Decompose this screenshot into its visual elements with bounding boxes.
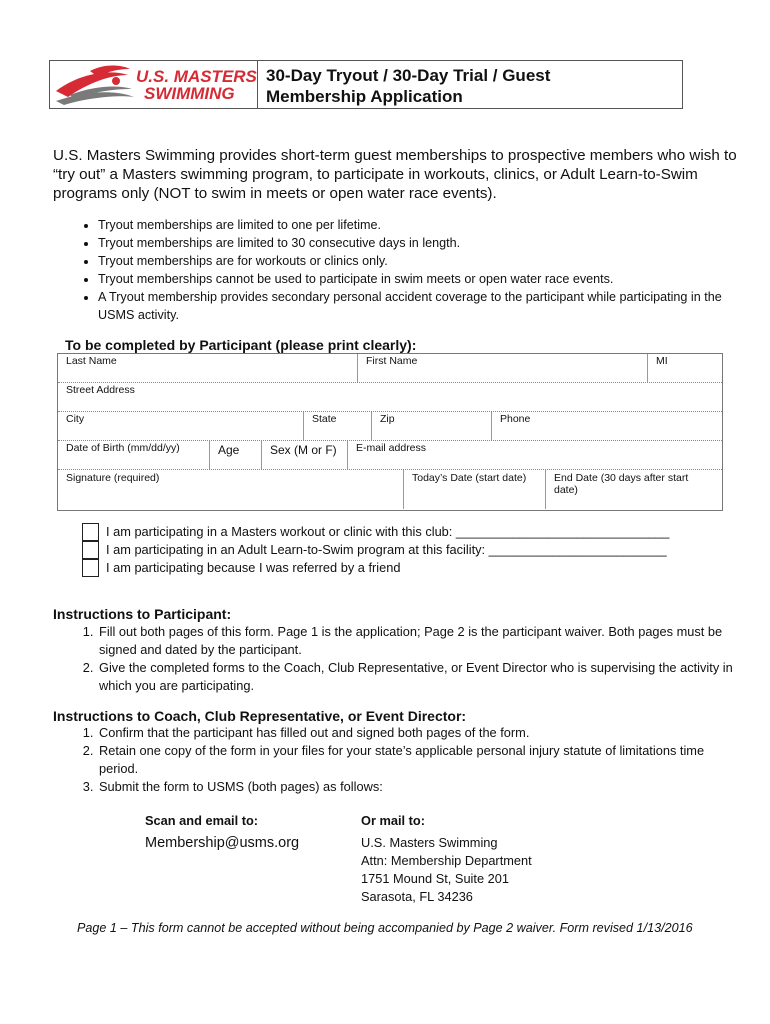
bullet-item: • Tryout memberships are limited to one per lifetime. <box>98 216 758 234</box>
instruction-item: 2. Give the completed forms to the Coach, Club Representative, or Event Director who is supervising the activity in which you are participating. <box>97 659 737 695</box>
address-line: 1751 Mound St, Suite 201 <box>361 871 509 886</box>
checkbox-row-club <box>82 523 682 541</box>
street-address-field[interactable]: Street Address <box>66 384 135 396</box>
checkbox-club[interactable] <box>82 523 99 541</box>
address-line: U.S. Masters Swimming <box>361 835 498 850</box>
address-line: Sarasota, FL 34236 <box>361 889 473 904</box>
title-line-2: Membership Application <box>266 87 463 106</box>
usms-logo <box>50 61 258 108</box>
form-row-city <box>58 412 722 441</box>
instruction-item: 1. Fill out both pages of this form. Page 1 is the application; Page 2 is the participant waiver. Both pages must be signed and dated by the participant. <box>97 623 737 659</box>
checkbox-row-friend <box>82 559 682 577</box>
participant-instructions-list <box>53 623 737 695</box>
first-name-field[interactable]: First Name <box>358 354 648 382</box>
state-field[interactable]: State <box>304 412 372 440</box>
form-row-signature <box>58 470 722 509</box>
mail-label: Or mail to: <box>361 813 425 828</box>
checkbox-facility[interactable] <box>82 541 99 559</box>
sex-field[interactable]: Sex (M or F) <box>262 441 348 469</box>
email-field[interactable]: E-mail address <box>356 442 427 454</box>
checkbox-label-facility: I am participating in an Adult Learn-to-Swim program at this facility: _________________________ <box>106 542 667 557</box>
form-row-street <box>58 383 722 412</box>
checkbox-label-friend: I am participating because I was referred by a friend <box>106 560 401 575</box>
last-name-field[interactable]: Last Name <box>58 354 358 382</box>
instruction-item: 2. Retain one copy of the form in your files for your state’s applicable personal injury statute of limitations time period. <box>97 742 737 778</box>
checkbox-friend[interactable] <box>82 559 99 577</box>
logo-text-2: SWIMMING <box>144 84 235 103</box>
signature-field[interactable]: Signature (required) <box>58 470 404 509</box>
instruction-item: 1. Confirm that the participant has filled out and signed both pages of the form. <box>97 724 737 742</box>
address-line: Attn: Membership Department <box>361 853 532 868</box>
today-date-field[interactable]: Today’s Date (start date) <box>404 470 546 509</box>
mi-field[interactable]: MI <box>656 355 668 367</box>
end-date-field[interactable]: End Date (30 days after start date) <box>554 472 689 496</box>
phone-field[interactable]: Phone <box>500 413 531 425</box>
bullet-item: • Tryout memberships cannot be used to participate in swim meets or open water race events. <box>98 270 758 288</box>
bullet-item: • Tryout memberships are for workouts or clinics only. <box>98 252 758 270</box>
scan-label: Scan and email to: <box>145 813 259 828</box>
bullet-list <box>70 216 758 324</box>
intro-paragraph: U.S. Masters Swimming provides short-term guest memberships to prospective members who wish to “try out” a Masters swimming program, to participate in workouts, clinics, or Adult Learn-to-Swim programs only (NOT to swim in meets or open water race events). <box>53 147 737 202</box>
page-footer: Page 1 – This form cannot be accepted without being accompanied by Page 2 waiver. Form revised 1/13/2016 <box>77 921 693 935</box>
form-row-name <box>58 354 722 383</box>
swimmer-logo-icon <box>50 61 257 108</box>
participant-instructions-heading: Instructions to Participant: <box>53 606 232 622</box>
coach-instructions-heading: Instructions to Coach, Club Representative, or Event Director: <box>53 708 467 724</box>
title-line-1: 30-Day Tryout / 30-Day Trial / Guest <box>266 66 551 85</box>
form-heading: To be completed by Participant (please print clearly): <box>65 337 417 353</box>
mailing-address <box>361 834 532 906</box>
page-title <box>266 65 550 107</box>
coach-instructions-list <box>53 724 737 796</box>
dob-field[interactable]: Date of Birth (mm/dd/yy) <box>58 441 210 469</box>
city-field[interactable]: City <box>58 412 304 440</box>
checkbox-label-club: I am participating in a Masters workout or clinic with this club: ______________________________ <box>106 524 670 539</box>
bullet-item: • Tryout memberships are limited to 30 consecutive days in length. <box>98 234 758 252</box>
instruction-item: 3. Submit the form to USMS (both pages) as follows: <box>97 778 737 796</box>
form-row-dob <box>58 441 722 470</box>
bullet-item: • A Tryout membership provides secondary personal accident coverage to the participant while participating in the USMS activity. <box>98 288 758 324</box>
checkbox-row-facility <box>82 541 682 559</box>
header-box <box>49 60 683 109</box>
participant-form <box>57 353 723 511</box>
age-field[interactable]: Age <box>210 441 262 469</box>
membership-email-link[interactable]: Membership@usms.org <box>145 835 300 851</box>
zip-field[interactable]: Zip <box>372 412 492 440</box>
logo-text-1: U.S. MASTERS <box>136 67 257 86</box>
